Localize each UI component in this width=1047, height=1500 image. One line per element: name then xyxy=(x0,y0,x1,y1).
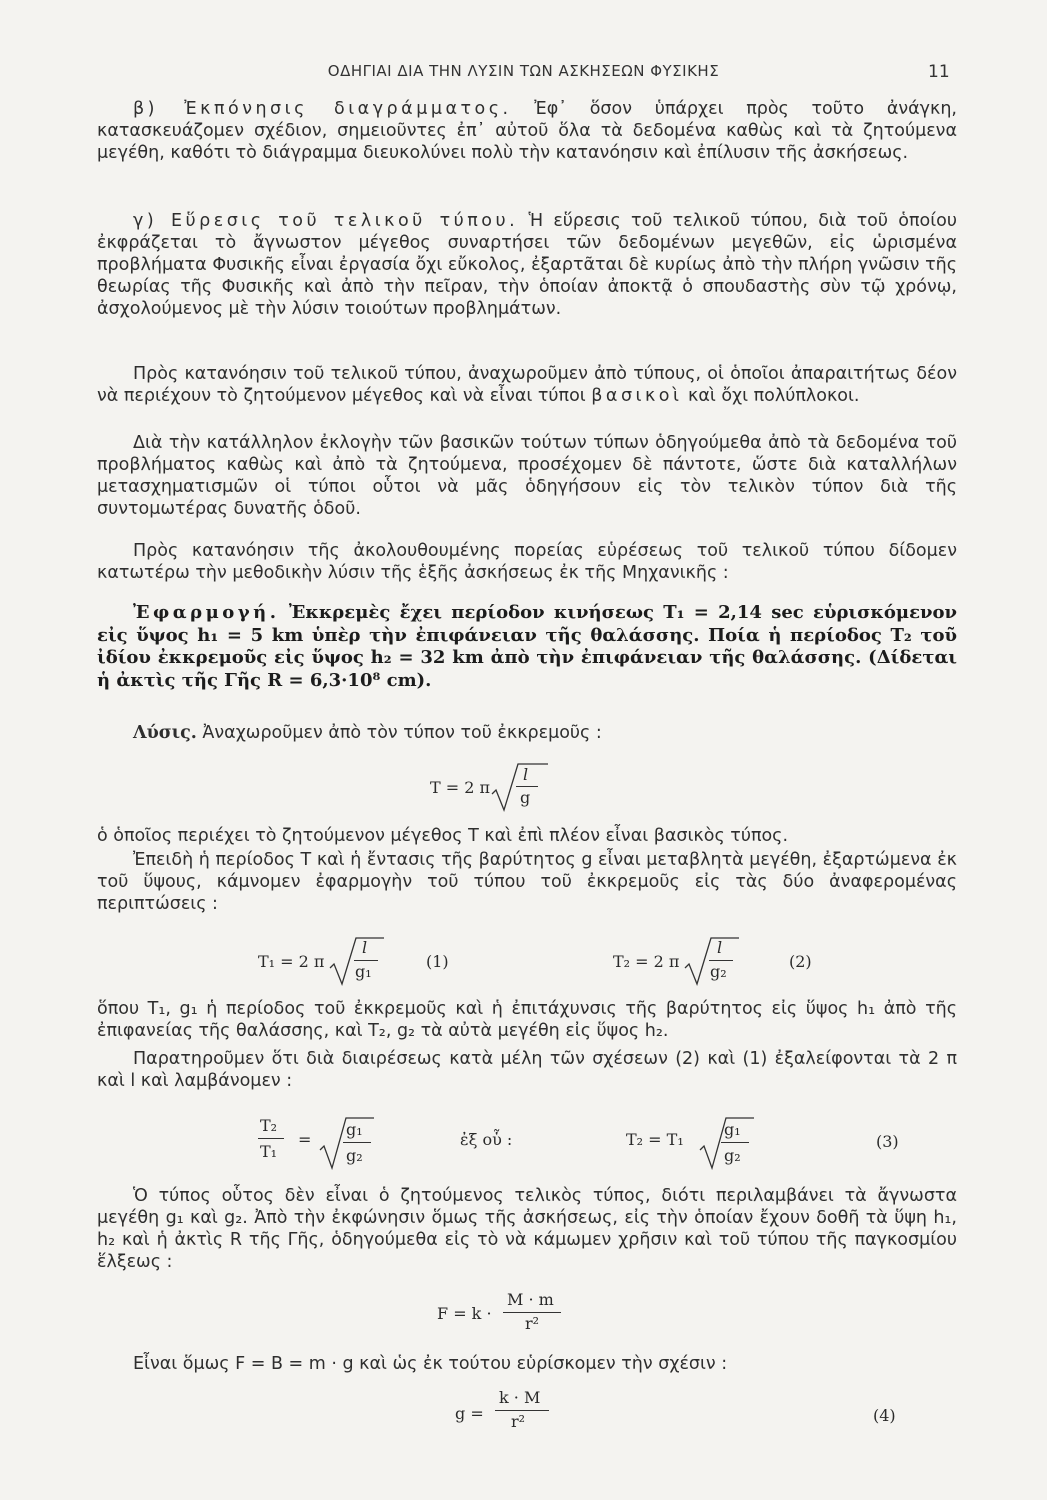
eq5-denominator: r² xyxy=(511,1412,526,1431)
paragraph-beta xyxy=(97,98,957,164)
eq3-right-denominator: g₂ xyxy=(724,1146,741,1165)
paragraph-variable: Ἐπειδὴ ἡ περίοδος T καὶ ἡ ἔντασις τῆς βαρύτητος g εἶναι μεταβλητὰ μεγέθη, ἐξαρτώμενα ἐκ τοῦ ὕψους, κάμνομεν ἐφαρμογὴν τοῦ τύπου τοῦ ἐκκρεμοῦς εἰς τὰς δύο ἀναφερομένας περιπτώσεις : xyxy=(97,850,957,914)
paragraph-basic xyxy=(97,363,957,407)
equation-4 xyxy=(455,1388,915,1438)
eq1-fraction-bar xyxy=(354,960,378,961)
eq3-right-numerator: g₁ xyxy=(724,1120,741,1139)
gamma-text: Ἡ εὕρεσις τοῦ τελικοῦ τύπου, διὰ τοῦ ὁποίου ἐκφράζεται τὸ ἄγνωστον μέγεθος συναρτήσει τῶν δεδομένων μεγεθῶν, εἰς ὡρισμένα προβλήματα Φυσικῆς εἶναι ἐργασία ὄχι εὔκολος, ἐξαρτᾶται δὲ κυρίως ἀπὸ τὴν πλήρη γνῶσιν τῆς θεωρίας τῆς Φυσικῆς καὶ ἀπὸ τὴν πεῖραν, τὴν ὁποίαν ἀποκτᾷ ὁ σπουδαστὴς σὺν τῷ χρόνῳ, ἀσχολούμενος μὲ τὴν λύσιν τοιούτων προβλημάτων. xyxy=(97,211,957,319)
running-header: ΟΔΗΓΙΑΙ ΔΙΑ ΤΗΝ ΛΥΣΙΝ ΤΩΝ ΑΣΚΗΣΕΩΝ ΦΥΣΙΚΗΣ xyxy=(327,62,720,80)
problem-text: Ἐκκρεμὲς ἔχει περίοδον κινήσεως T₁ = 2,14 sec εὑρισκόμενον εἰς ὕψος h₁ = 5 km ὑπὲρ τὴν ἐπιφάνειαν τῆς θαλάσσης. Ποία ἡ περίοδος T₂ τοῦ ἰδίου ἐκκρεμοῦς εἰς ὕψος h₂ = 32 km ἀπὸ τὴν ἐπιφάνειαν τῆς θαλάσσης. (Δίδεται ἡ ἀκτὶς τῆς Γῆς R = 6,3·10⁸ cm). xyxy=(97,602,957,691)
eq0-denominator: g xyxy=(520,788,531,807)
solution-label: Λύσις. xyxy=(133,723,197,743)
eq3-ratio-numerator: T₂ xyxy=(260,1116,278,1135)
beta-heading: β) Ἐκπόνησις διαγράμματος. xyxy=(133,99,512,119)
eq4-numerator: M · m xyxy=(507,1290,554,1309)
solution-intro-text: Ἀναχωροῦμεν ἀπὸ τὸν τύπον τοῦ ἐκκρεμοῦς : xyxy=(196,723,602,743)
eq3-right-bar xyxy=(721,1142,749,1143)
solution-intro xyxy=(97,722,957,744)
paragraph-where: ὅπου T₁, g₁ ἡ περίοδος τοῦ ἐκκρεμοῦς καὶ ἡ ἐπιτάχυνσις τῆς βαρύτητος εἰς ὕψος h₁ ἀπὸ τῆς ἐπιφανείας τῆς θαλάσσης, καὶ T₂, g₂ τὰ αὐτὰ μεγέθη εἰς ὕψος h₂. xyxy=(97,999,957,1041)
eq3-left-numerator: g₁ xyxy=(346,1120,363,1139)
eq4-lhs: F = k · xyxy=(437,1304,492,1323)
eq4-denominator: r² xyxy=(525,1314,540,1333)
eq3-equals: = xyxy=(298,1130,312,1149)
eq5-numerator: k · M xyxy=(499,1388,541,1407)
eq2-denominator: g₂ xyxy=(710,962,727,981)
eq3-ratio-bar xyxy=(258,1138,284,1139)
eq3-tag: (3) xyxy=(876,1132,899,1151)
eq5-tag: (4) xyxy=(873,1406,896,1425)
paragraph-choice: Διὰ τὴν κατάλληλον ἐκλογὴν τῶν βασικῶν τούτων τύπων ὁδηγούμεθα ἀπὸ τὰ δεδομένα τοῦ προβλήματος καθὼς καὶ ἀπὸ τὰ ζητούμενα, προσέχομεν δὲ πάντοτε, ὥστε διὰ καταλλήλων μετασχηματισμῶν οἱ τύποι οὗτοι νὰ μᾶς ὁδηγήσουν εἰς τὸν τελικὸν τύπον διὰ τῆς συντομωτέρας δυνατῆς ὁδοῦ. xyxy=(97,433,957,519)
equation-gravitation xyxy=(437,1290,597,1340)
equation-2 xyxy=(613,932,833,992)
beta-text: Ἐφ᾽ ὅσον ὑπάρχει πρὸς τοῦτο ἀνάγκη, κατασκευάζομεν σχέδιον, σημειοῦντες ἐπ᾽ αὐτοῦ ὅλα τὰ δεδομένα καθὼς καὶ τὰ ζητούμενα μεγέθη, καθότι τὸ διάγραμμα διευκολύνει πολὺ τὴν κατανόησιν καὶ ἐπίλυσιν τῆς ἀσκήσεως. xyxy=(97,99,957,163)
problem-statement xyxy=(97,602,957,692)
eq0-lhs: T = 2 π xyxy=(430,778,491,797)
equation-pendulum xyxy=(430,760,630,820)
basic-text-b: καὶ ὄχι πολύπλοκοι. xyxy=(682,386,860,406)
eq3-left-bar xyxy=(343,1142,371,1143)
paragraph-method: Πρὸς κατανόησιν τῆς ἀκολουθουμένης πορείας εὑρέσεως τοῦ τελικοῦ τύπου δίδομεν κατωτέρω τὴν μεθοδικὴν λύσιν τῆς ἑξῆς ἀσκήσεως ἐκ τῆς Μηχανικῆς : xyxy=(97,541,957,583)
basic-text-a: Πρὸς κατανόησιν τοῦ τελικοῦ τύπου, ἀναχωροῦμεν ἀπὸ τύπους, οἱ ὁποῖοι ἀπαραιτήτως δέον νὰ περιέχουν τὸ ζητούμενον μέγεθος καὶ νὰ εἶναι τύποι xyxy=(97,364,957,406)
eq2-tag: (2) xyxy=(789,952,812,971)
paragraph-weight: Εἶναι ὅμως F = B = m · g καὶ ὡς ἐκ τούτου εὑρίσκομεν τὴν σχέσιν : xyxy=(133,1354,728,1374)
equation-3 xyxy=(258,1112,898,1176)
eq4-fraction-bar xyxy=(503,1312,561,1313)
eq3-rhs: T₂ = T₁ xyxy=(626,1130,684,1149)
basic-spaced-word: βασικοὶ xyxy=(591,386,683,406)
eq1-tag: (1) xyxy=(426,952,449,971)
gamma-heading: γ) Εὕρεσις τοῦ τελικοῦ τύπου. xyxy=(133,211,519,231)
page-number: 11 xyxy=(928,62,950,82)
paragraph-after-eq0: ὁ ὁποῖος περιέχει τὸ ζητούμενον μέγεθος T καὶ ἐπὶ πλέον εἶναι βασικὸς τύπος. xyxy=(97,826,789,846)
eq3-ratio-denominator: T₁ xyxy=(260,1142,278,1161)
eq0-fraction-bar xyxy=(516,786,538,787)
equation-1 xyxy=(258,932,478,992)
paragraph-divide: Παρατηροῦμεν ὅτι διὰ διαιρέσεως κατὰ μέλη τῶν σχέσεων (2) καὶ (1) ἐξαλείφονται τὰ 2 π καὶ l καὶ λαμβάνομεν : xyxy=(97,1049,957,1091)
eq3-hence: ἐξ οὗ : xyxy=(460,1130,513,1149)
eq1-denominator: g₁ xyxy=(355,962,372,981)
paragraph-gamma xyxy=(97,210,957,320)
eq3-left-denominator: g₂ xyxy=(346,1146,363,1165)
problem-label: Ἐφαρμογή. xyxy=(133,602,280,623)
paragraph-not-final: Ὁ τύπος οὗτος δὲν εἶναι ὁ ζητούμενος τελικὸς τύπος, διότι περιλαμβάνει τὰ ἄγνωστα μεγέθη g₁ καὶ g₂. Ἀπὸ τὴν ἐκφώνησιν ὅμως τῆς ἀσκήσεως, εἰς τὴν ὁποίαν ἔχουν δοθῆ τὰ ὕψη h₁, h₂ καὶ ἡ ἀκτὶς R τῆς Γῆς, ὁδηγούμεθα εἰς τὸ νὰ κάμωμεν χρῆσιν καὶ τοῦ τύπου τῆς παγκοσμίου ἕλξεως : xyxy=(97,1186,957,1272)
eq1-lhs: T₁ = 2 π xyxy=(258,952,325,971)
eq1-numerator: l xyxy=(362,938,368,957)
eq2-fraction-bar xyxy=(709,960,733,961)
eq2-numerator: l xyxy=(717,938,723,957)
eq0-numerator: l xyxy=(523,765,529,784)
eq5-fraction-bar xyxy=(495,1410,549,1411)
eq5-lhs: g = xyxy=(455,1404,484,1423)
eq2-lhs: T₂ = 2 π xyxy=(613,952,680,971)
